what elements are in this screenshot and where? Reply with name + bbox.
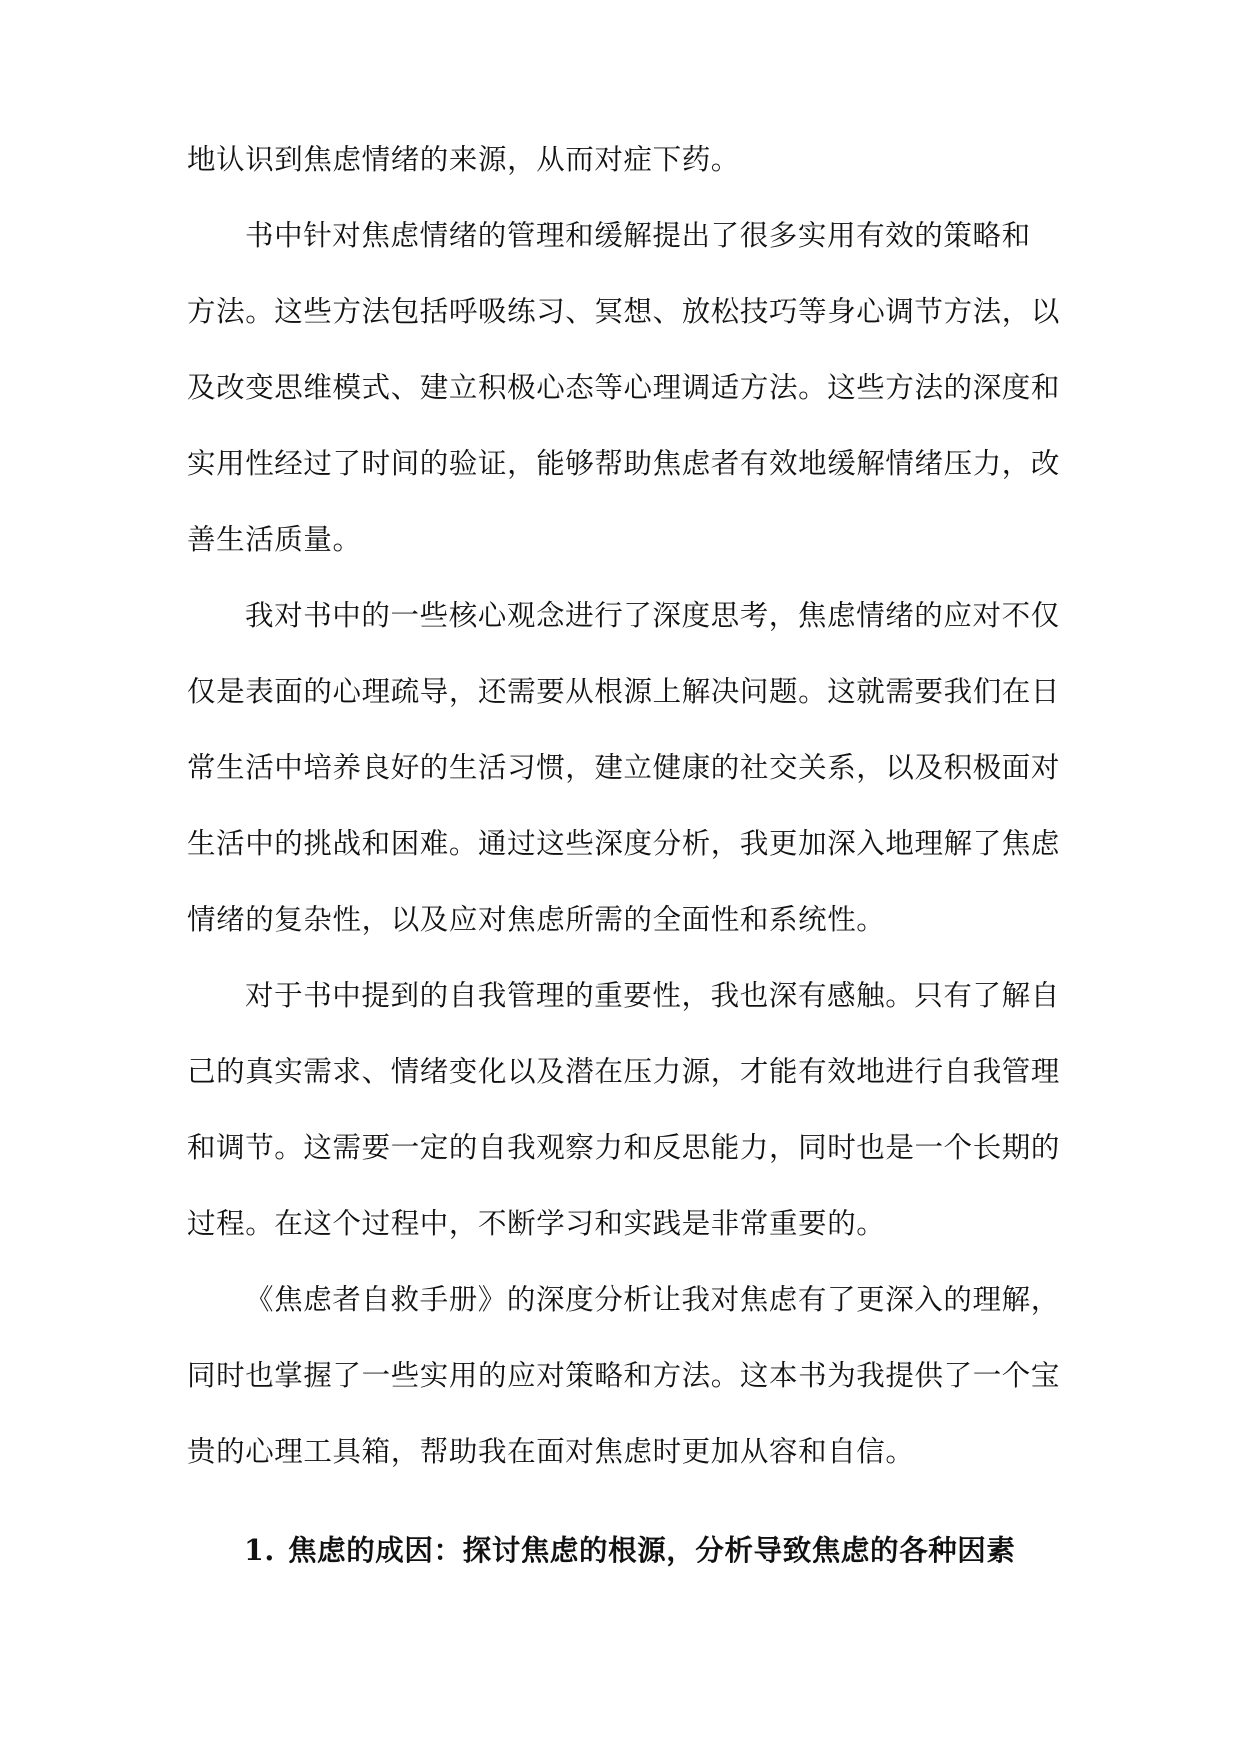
paragraph-line: 仅是表面的心理疏导，还需要从根源上解决问题。这就需要我们在日 (187, 675, 1061, 708)
section-number: 1. (244, 1533, 275, 1567)
section-title: 焦虑的成因：探讨焦虑的根源，分析导致焦虑的各种因素 (288, 1533, 1016, 1567)
paragraph-line: 实用性经过了时间的验证，能够帮助焦虑者有效地缓解情绪压力，改 (187, 447, 1061, 480)
paragraph-line: 及改变思维模式、建立积极心态等心理调适方法。这些方法的深度和 (187, 371, 1061, 404)
paragraph-line: 生活中的挑战和困难。通过这些深度分析，我更加深入地理解了焦虑 (187, 827, 1061, 860)
paragraph-line: 过程。在这个过程中，不断学习和实践是非常重要的。 (187, 1207, 886, 1240)
paragraph-line: 《焦虑者自救手册》的深度分析让我对焦虑有了更深入的理解， (245, 1283, 1060, 1316)
paragraph-line: 我对书中的一些核心观念进行了深度思考，焦虑情绪的应对不仅 (245, 599, 1060, 632)
paragraph-line: 方法。这些方法包括呼吸练习、冥想、放松技巧等身心调节方法，以 (187, 295, 1061, 328)
paragraph-line: 书中针对焦虑情绪的管理和缓解提出了很多实用有效的策略和 (245, 219, 1031, 252)
paragraph-line: 同时也掌握了一些实用的应对策略和方法。这本书为我提供了一个宝 (187, 1359, 1061, 1392)
paragraph-line: 善生活质量。 (187, 523, 362, 556)
section-heading (244, 1532, 1016, 1568)
paragraph-line: 常生活中培养良好的生活习惯，建立健康的社交关系，以及积极面对 (187, 751, 1061, 784)
body-text (187, 142, 1061, 1510)
paragraph-line: 地认识到焦虑情绪的来源，从而对症下药。 (187, 143, 740, 176)
paragraph-line: 己的真实需求、情绪变化以及潜在压力源，才能有效地进行自我管理 (187, 1055, 1061, 1088)
paragraph-line: 和调节。这需要一定的自我观察力和反思能力，同时也是一个长期的 (187, 1131, 1061, 1164)
paragraph-line: 情绪的复杂性，以及应对焦虑所需的全面性和系统性。 (187, 903, 886, 936)
paragraph-line: 对于书中提到的自我管理的重要性，我也深有感触。只有了解自 (245, 979, 1060, 1012)
paragraph-line: 贵的心理工具箱，帮助我在面对焦虑时更加从容和自信。 (187, 1435, 915, 1468)
